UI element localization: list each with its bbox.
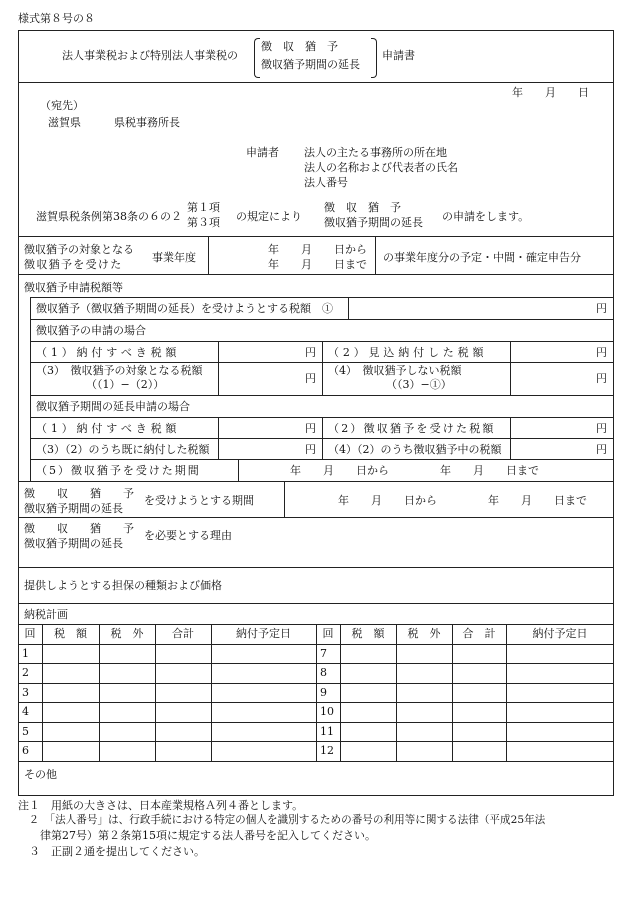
title-bracket-left — [254, 38, 260, 78]
plan-header: 納税計画 — [24, 608, 68, 621]
reason-option-1: 徴 収 猶 予 — [24, 522, 134, 535]
b4-label: （4）（2）のうち徴収猶予中の税額 — [328, 443, 502, 456]
fiscal-label-1: 徴収猶予の対象となる — [24, 243, 134, 256]
a1-label: （1）納付すべき税額 — [36, 346, 181, 359]
a3-formula: （（1）−（2）） — [86, 378, 165, 391]
period-option-2: 徴収猶予期間の延長 — [24, 502, 123, 515]
plan-col-header-left-0: 回 — [24, 627, 36, 640]
statement-mid: の規定により — [236, 210, 302, 223]
title-option-1: 徴 収 猶 予 — [261, 40, 338, 53]
plan-col-header-left-1: 税 額 — [54, 627, 87, 640]
b1-label: （1）納付すべき税額 — [36, 422, 181, 435]
period-option-1: 徴 収 猶 予 — [24, 487, 134, 500]
b5-from[interactable]: 年 月 日から — [290, 464, 389, 477]
plan-row-number: 12 — [320, 744, 334, 757]
plan-col-header-right-4: 納付予定日 — [532, 627, 588, 640]
note-2: ２ 「法人番号」は、行政手続における特定の個人を識別するための番号の利用等に関する法律（平成25年法 — [18, 814, 546, 826]
statement-option-1: 徴 収 猶 予 — [324, 201, 401, 214]
application-case-header: 徴収猶予の申請の場合 — [36, 324, 146, 337]
statement-option-2: 徴収猶予期間の延長 — [324, 216, 423, 229]
title-option-2: 徴収猶予期間の延長 — [261, 58, 360, 71]
a2-label: （2）見込納付した税額 — [328, 346, 488, 359]
corporate-number-label: 法人番号 — [304, 176, 348, 189]
reason-option-2: 徴収猶予期間の延長 — [24, 537, 123, 550]
b2-label: （2）徴収猶予を受けた税額 — [328, 422, 496, 435]
requested-tax-label: 徴収猶予（徴収猶予期間の延長）を受けようとする税額 ① — [36, 302, 333, 315]
b3-label: （3）（2）のうち既に納付した税額 — [36, 443, 210, 456]
plan-col-header-left-2: 税 外 — [110, 627, 144, 640]
a4-yen: 円 — [596, 372, 607, 385]
note-2-cont: 律第27号）第２条第15項に規定する法人番号を記入してください。 — [18, 829, 376, 842]
title-suffix: 申請書 — [382, 49, 415, 62]
applicant-label: 申請者 — [246, 146, 279, 159]
statement-clause-1: 第１項 — [187, 201, 220, 214]
applicant-address-label: 法人の主たる事務所の所在地 — [304, 146, 447, 159]
addressee-label: （宛先） — [40, 99, 84, 112]
statement-clause-2: 第３項 — [187, 216, 220, 229]
plan-col-header-right-2: 税 外 — [407, 627, 441, 640]
fiscal-field-label: 事業年度 — [152, 251, 196, 264]
note-3: ３ 正副２通を提出してください。 — [18, 845, 205, 858]
a3-yen: 円 — [305, 372, 316, 385]
plan-row-number: 4 — [22, 705, 29, 718]
plan-col-header-right-0: 回 — [322, 627, 334, 640]
plan-row-number: 11 — [320, 725, 334, 738]
tax-amounts-header: 徴収猶予申請税額等 — [24, 281, 123, 294]
note-1: 注１ 用紙の大きさは、日本産業規格Ａ列４番とします。 — [18, 799, 304, 812]
plan-col-header-right-3: 合 計 — [462, 627, 496, 640]
application-date[interactable]: 年 月 日 — [512, 86, 589, 99]
requested-tax-yen: 円 — [596, 302, 607, 315]
title-bracket-right — [371, 38, 377, 78]
fiscal-from[interactable]: 年 月 日から — [268, 243, 367, 256]
title-prefix: 法人事業税および特別法人事業税の — [62, 49, 238, 62]
b1-yen: 円 — [305, 422, 316, 435]
collateral-label: 提供しようとする担保の種類および価格 — [24, 579, 222, 592]
plan-row-number: 3 — [22, 686, 29, 699]
plan-row-number: 10 — [320, 705, 334, 718]
statement-ordinance: 滋賀県税条例第38条の６の２ — [36, 210, 182, 223]
a4-formula: （（3）−①） — [386, 378, 452, 391]
plan-row-number: 1 — [22, 647, 29, 660]
fiscal-to[interactable]: 年 月 日まで — [268, 258, 367, 271]
period-to[interactable]: 年 月 日まで — [488, 494, 587, 507]
other-label: その他 — [24, 768, 57, 781]
plan-row-number: 5 — [22, 725, 29, 738]
b3-yen: 円 — [305, 443, 316, 456]
form-number: 様式第８号の８ — [18, 12, 95, 25]
fiscal-description: の事業年度分の予定・中間・確定申告分 — [383, 251, 581, 264]
reason-label: を必要とする理由 — [144, 529, 232, 542]
plan-row-number: 6 — [22, 744, 29, 757]
a2-yen: 円 — [596, 346, 607, 359]
b2-yen: 円 — [596, 422, 607, 435]
fiscal-label-2: 徴収猶予を受けた — [24, 258, 123, 271]
a3-label: （3） 徴収猶予の対象となる税額 — [36, 364, 203, 377]
plan-col-header-left-3: 合計 — [172, 627, 194, 640]
plan-col-header-right-1: 税 額 — [351, 627, 385, 640]
plan-row-number: 2 — [22, 666, 29, 679]
plan-col-header-left-4: 納付予定日 — [236, 627, 291, 640]
b5-label: （5）徴収猶予を受けた期間 — [36, 464, 201, 477]
addressee-office: 滋賀県 県税事務所長 — [48, 116, 180, 129]
b4-yen: 円 — [596, 443, 607, 456]
plan-row-number: 9 — [320, 686, 327, 699]
applicant-name-label: 法人の名称および代表者の氏名 — [304, 161, 458, 174]
plan-row-number: 8 — [320, 666, 327, 679]
a1-yen: 円 — [305, 346, 316, 359]
period-from[interactable]: 年 月 日から — [338, 494, 437, 507]
plan-row-number: 7 — [320, 647, 327, 660]
a4-label: （4） 徴収猶予しない税額 — [328, 364, 462, 377]
period-label: を受けようとする期間 — [144, 494, 254, 507]
b5-to[interactable]: 年 月 日まで — [440, 464, 539, 477]
extension-case-header: 徴収猶予期間の延長申請の場合 — [36, 400, 190, 413]
statement-end: の申請をします。 — [442, 210, 530, 223]
